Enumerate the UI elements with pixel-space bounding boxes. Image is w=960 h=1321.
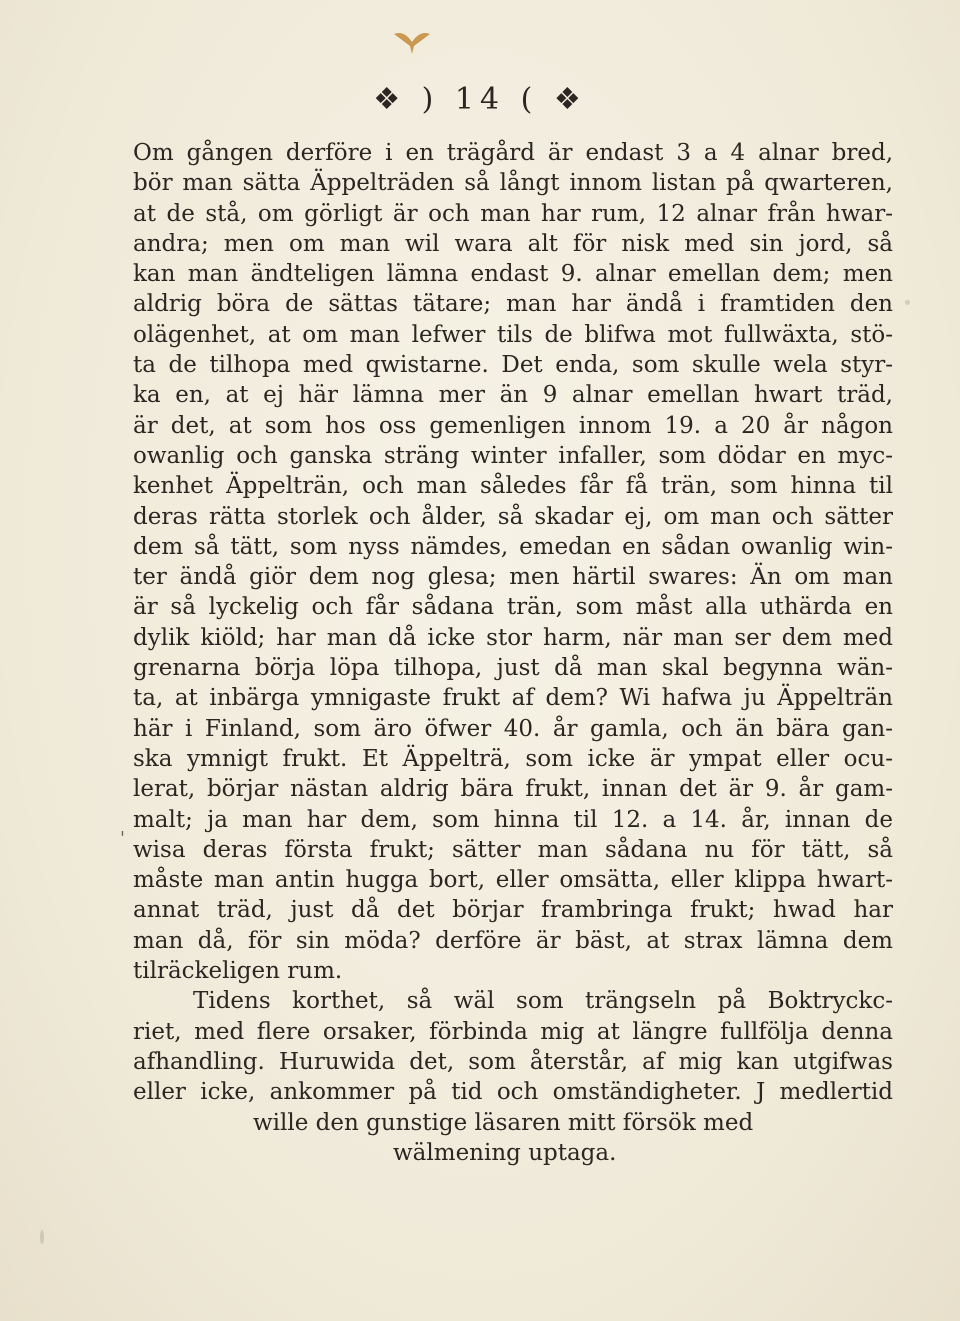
text-line: ka en, at ej här lämna mer än 9 alnar emellan hwart träd, <box>133 382 893 409</box>
text-line: ta, at inbärga ymnigaste frukt af dem? Wi hafwa ju Äppelträn <box>133 685 893 712</box>
text-line: andra; men om man wil wara alt för nisk med sin jord, så <box>133 230 893 257</box>
text-line: wille den gunstige läsaren mitt försök med <box>253 1109 754 1136</box>
text-line: wälmening uptaga. <box>393 1139 617 1166</box>
text-line: annat träd, just då det börjar frambringa frukt; hwad har <box>133 897 893 924</box>
text-line: dylik kiöld; har man då icke stor harm, när man ser dem med <box>133 624 893 651</box>
text-line: tilräckeligen rum. <box>133 958 343 985</box>
paper-speck <box>905 300 910 305</box>
header-right-ornament: ❖ <box>538 82 587 117</box>
text-line: deras rätta storlek och ålder, så skadar ej, om man och sätter <box>133 503 893 530</box>
fleuron-icon <box>390 28 434 58</box>
text-line: ter ändå giör dem nog glesa; men härtil swares: Än om man <box>133 564 893 591</box>
text-line: riet, med flere orsaker, förbinda mig at längre fullfölja denna <box>133 1018 893 1045</box>
text-line: är det, at som hos oss gemenligen innom 19. a 20 år någon <box>133 412 893 439</box>
text-line: Om gången derföre i en trägård är endast 3 a 4 alnar bred, <box>133 140 893 166</box>
text-line: afhandling. Huruwida det, som återstår, af mig kan utgifwas <box>133 1048 893 1075</box>
text-line: aldrig böra de sättas tätare; man har ändå i framtiden den <box>133 291 893 318</box>
page-header <box>0 82 960 117</box>
text-line: grenarna börja löpa tilhopa, just då man skal begynna wän- <box>133 655 893 682</box>
text-line: ska ymnigt frukt. Et Äppelträ, som icke är ympat eller ocu- <box>133 745 893 772</box>
text-line: dem så tätt, som nyss nämdes, emedan en sådan owanlig win- <box>133 533 893 560</box>
text-line: olägenhet, at om man lefwer tils de blifwa mot fullwäxta, stö- <box>133 321 893 348</box>
text-line: owanlig och ganska sträng winter infaller, som dödar en myc- <box>133 442 893 469</box>
text-line: Tidens korthet, så wäl som trängseln på Boktryckc- <box>193 988 893 1015</box>
text-line: kan man ändteligen lämna endast 9. alnar emellan dem; men <box>133 261 893 288</box>
page-number-header: ) 14 ( <box>421 82 539 117</box>
text-line: måste man antin hugga bort, eller omsätta, eller klippa hwart- <box>133 867 893 894</box>
text-line: kenhet Äppelträn, och man således får få trän, som hinna til <box>133 473 893 500</box>
margin-mark: ' <box>120 828 125 849</box>
text-line: malt; ja man har dem, som hinna til 12. a 14. år, innan de <box>133 806 893 833</box>
paper-speck <box>40 1230 44 1244</box>
body-text <box>133 138 893 1168</box>
text-line: man då, för sin möda? derföre är bäst, at strax lämna dem <box>133 927 893 954</box>
header-left-ornament: ❖ <box>373 82 422 117</box>
text-line: wisa deras första frukt; sätter man sådana nu för tätt, så <box>133 836 893 863</box>
text-line: lerat, börjar nästan aldrig bära frukt, innan det är 9. år gam- <box>133 776 893 803</box>
text-line: bör man sätta Äppelträden så långt innom listan på qwarteren, <box>133 170 893 197</box>
text-line: här i Finland, som äro öfwer 40. år gamla, och än bära gan- <box>133 715 893 742</box>
text-line: är så lyckelig och får sådana trän, som måst alla uthärda en <box>133 594 893 621</box>
text-line: ta de tilhopa med qwistarne. Det enda, som skulle wela styr- <box>133 352 893 379</box>
text-line: eller icke, ankommer på tid och omständigheter. J medlertid <box>133 1079 893 1106</box>
text-line: at de stå, om görligt är och man har rum, 12 alnar från hwar- <box>133 200 893 227</box>
